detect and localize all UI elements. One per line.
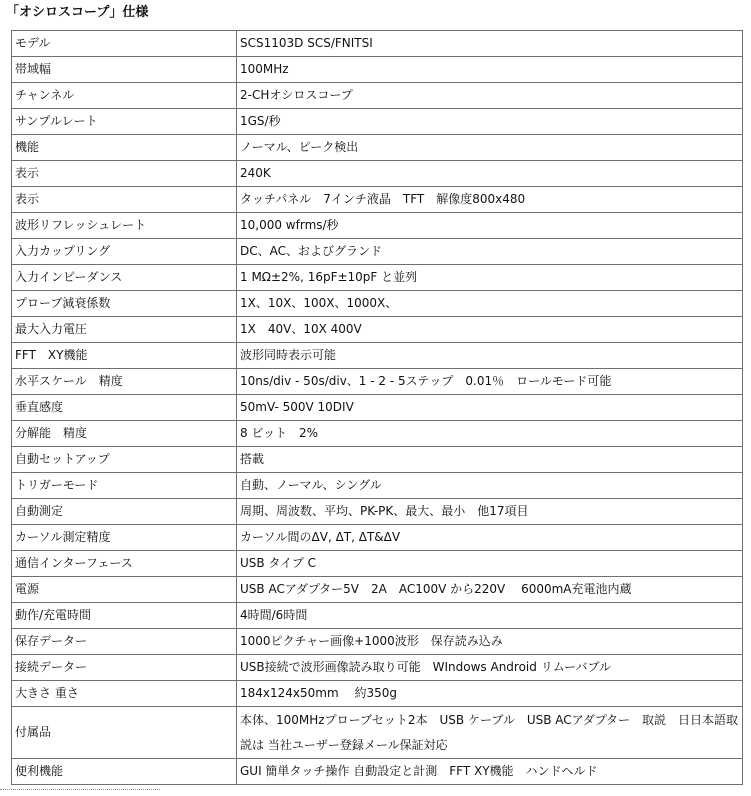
row-value: 4時間/6時間 <box>237 603 743 629</box>
table-row <box>12 525 743 551</box>
row-value: カーソル間のΔV, ΔT, ΔT&ΔV <box>237 525 743 551</box>
table-row <box>12 135 743 161</box>
row-value: 1 MΩ±2%, 16pF±10pF と並列 <box>237 265 743 291</box>
row-value: 8 ビット 2% <box>237 421 743 447</box>
row-label: 通信インターフェース <box>12 551 237 577</box>
row-value: USB接続で波形画像読み取り可能 WIndows Android リムーバブル <box>237 655 743 681</box>
row-value: タッチパネル 7インチ液晶 TFT 解像度800x480 <box>237 187 743 213</box>
row-label: 自動測定 <box>12 499 237 525</box>
table-row <box>12 577 743 603</box>
table-row <box>12 291 743 317</box>
table-row <box>12 83 743 109</box>
table-row <box>12 109 743 135</box>
row-label: 電源 <box>12 577 237 603</box>
table-row <box>12 603 743 629</box>
row-label: 機能 <box>12 135 237 161</box>
table-row <box>12 707 743 759</box>
row-label: 便利機能 <box>12 759 237 785</box>
row-label: 帯域幅 <box>12 57 237 83</box>
row-value: 10ns/div - 50s/div、1 - 2 - 5ステップ 0.01％ ロールモード可能 <box>237 369 743 395</box>
row-label: FFT XY機能 <box>12 343 237 369</box>
row-value: 1000ピクチャー画像+1000波形 保存読み込み <box>237 629 743 655</box>
spec-table-body <box>12 31 743 785</box>
table-row <box>12 681 743 707</box>
row-label: 接続データー <box>12 655 237 681</box>
row-value: GUI 簡単タッチ操作 自動設定と計測 FFT XY機能 ハンドヘルド <box>237 759 743 785</box>
row-value: 184x124x50mm 約350g <box>237 681 743 707</box>
row-value: 2-CHオシロスコープ <box>237 83 743 109</box>
table-row <box>12 213 743 239</box>
table-row <box>12 499 743 525</box>
row-value: 100MHz <box>237 57 743 83</box>
row-value: 搭載 <box>237 447 743 473</box>
row-value: DC、AC、およびグランド <box>237 239 743 265</box>
table-row <box>12 447 743 473</box>
table-row <box>12 421 743 447</box>
row-value: ノーマル、ピーク検出 <box>237 135 743 161</box>
row-label: 垂直感度 <box>12 395 237 421</box>
spec-table <box>11 30 743 785</box>
row-value: 自動、ノーマル、シングル <box>237 473 743 499</box>
row-label: サンプルレート <box>12 109 237 135</box>
page-title: 「オシロスコープ」仕様 <box>6 5 149 20</box>
row-label: チャンネル <box>12 83 237 109</box>
row-value: 本体、100MHzプローブセット2本 USB ケーブル USB ACアダプター 取説 日日本語取説は 当社ユーザー登録メール保証対応 <box>237 707 743 759</box>
table-row <box>12 395 743 421</box>
row-value: 1X、10X、100X、1000X、 <box>237 291 743 317</box>
row-label: 入力インピーダンス <box>12 265 237 291</box>
row-value: 10,000 wfrms/秒 <box>237 213 743 239</box>
table-row <box>12 161 743 187</box>
row-label: 入力カップリング <box>12 239 237 265</box>
row-value: USB タイプ C <box>237 551 743 577</box>
row-label: 水平スケール 精度 <box>12 369 237 395</box>
table-row <box>12 473 743 499</box>
table-row <box>12 57 743 83</box>
row-label: 自動セットアップ <box>12 447 237 473</box>
table-row <box>12 317 743 343</box>
row-value: USB ACアダプター5V 2A AC100V から220V 6000mA充電池内蔵 <box>237 577 743 603</box>
row-label: 表示 <box>12 187 237 213</box>
row-label: 表示 <box>12 161 237 187</box>
row-label: カーソル測定精度 <box>12 525 237 551</box>
row-value: 周期、周波数、平均、PK-PK、最大、最小 他17項目 <box>237 499 743 525</box>
row-label: 大きさ 重さ <box>12 681 237 707</box>
table-row <box>12 369 743 395</box>
row-label: 波形リフレッシュレート <box>12 213 237 239</box>
row-label: 付属品 <box>12 707 237 759</box>
row-label: 分解能 精度 <box>12 421 237 447</box>
row-value: 波形同時表示可能 <box>237 343 743 369</box>
row-value: 1X 40V、10X 400V <box>237 317 743 343</box>
table-row <box>12 551 743 577</box>
row-value: 240K <box>237 161 743 187</box>
table-row <box>12 343 743 369</box>
table-row <box>12 655 743 681</box>
table-row <box>12 31 743 57</box>
row-value: SCS1103D SCS/FNITSI <box>237 31 743 57</box>
row-value: 50mV- 500V 10DIV <box>237 395 743 421</box>
row-label: 最大入力電圧 <box>12 317 237 343</box>
row-label: 保存データー <box>12 629 237 655</box>
row-value: 1GS/秒 <box>237 109 743 135</box>
table-row <box>12 239 743 265</box>
table-row <box>12 629 743 655</box>
table-row <box>12 187 743 213</box>
row-label: プローブ減衰係数 <box>12 291 237 317</box>
row-label: トリガーモード <box>12 473 237 499</box>
table-row <box>12 759 743 785</box>
table-row <box>12 265 743 291</box>
row-label: 動作/充電時間 <box>12 603 237 629</box>
row-label: モデル <box>12 31 237 57</box>
